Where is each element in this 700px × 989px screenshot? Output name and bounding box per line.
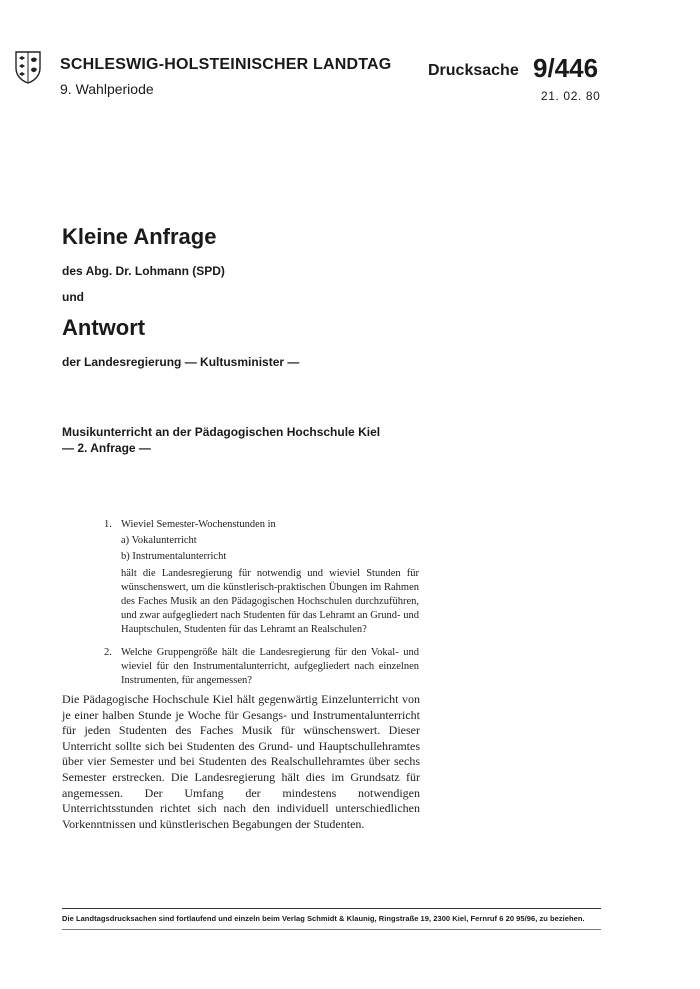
question-number: 2.	[104, 647, 112, 658]
organization-name: SCHLESWIG-HOLSTEINISCHER LANDTAG	[60, 56, 392, 73]
question-item: b) Instrumentalunterricht	[121, 551, 227, 562]
footer-divider	[62, 908, 601, 909]
question-text: Welche Gruppengröße hält die Landesregierung für den Vokal- und wieviel für den Instrumentalunterricht, aufgegliedert nach einzelnen Instrumenten, für angemessen?	[121, 647, 419, 686]
question-item: a) Vokalunterricht	[121, 535, 197, 546]
respondent-line: der Landesregierung — Kultusminister —	[62, 355, 300, 369]
document-label: Drucksache	[428, 62, 519, 79]
answer-paragraph: Die Pädagogische Hochschule Kiel hält gegenwärtig Einzelunterricht von je einer halben Stunde je Woche für Gesangs- und Instrumentalunterricht für jeden Studenten des Faches Musik für wünschenswert. Dieser Unterricht sollte sich bei Studenten des Grund- und Hauptschullehramtes über vier Semester und bei Studenten des Realschullehramtes über sechs Semester erstrecken. Die Landesregierung hält dies im Grundsatz für angemessen. Der Umfang der mindestens notwendigen Unterrichtsstunden richtet sich nach den individuell unterschiedlichen Vorkenntnissen und künstlerischen Begabungen der Studenten.	[62, 692, 420, 831]
question-number: 1.	[104, 519, 112, 530]
conjunction: und	[62, 290, 84, 304]
document-number: 9/446	[533, 53, 599, 83]
document-date: 21. 02. 80	[541, 89, 601, 103]
document-title: Kleine Anfrage	[62, 224, 217, 249]
coat-of-arms-icon	[14, 50, 42, 84]
asker-line: des Abg. Dr. Lohmann (SPD)	[62, 264, 225, 278]
legislative-period: 9. Wahlperiode	[60, 81, 154, 97]
subject-subtitle: — 2. Anfrage —	[62, 441, 151, 455]
answer-title: Antwort	[62, 315, 146, 340]
question-intro: Wieviel Semester-Wochenstunden in	[121, 519, 276, 530]
question-text: hält die Landesregierung für notwendig und wieviel Stunden für wünschenswert, um die künstlerisch-praktischen Übungen im Rahmen des Faches Musik an den Pädagogischen Hochschulen durchzuführen, und zwar aufgegliedert nach Studenten für das Lehramt an Grund- und Hauptschulen, Studenten für das Lehramt an Realschulen?	[121, 568, 419, 635]
subject-title: Musikunterricht an der Pädagogischen Hochschule Kiel	[62, 425, 381, 439]
footer-note: Die Landtagsdrucksachen sind fortlaufend und einzeln beim Verlag Schmidt & Klaunig, Ringstraße 19, 2300 Kiel, Fernruf 6 20 95/96, zu beziehen.	[62, 914, 585, 923]
footer-divider	[62, 929, 601, 930]
